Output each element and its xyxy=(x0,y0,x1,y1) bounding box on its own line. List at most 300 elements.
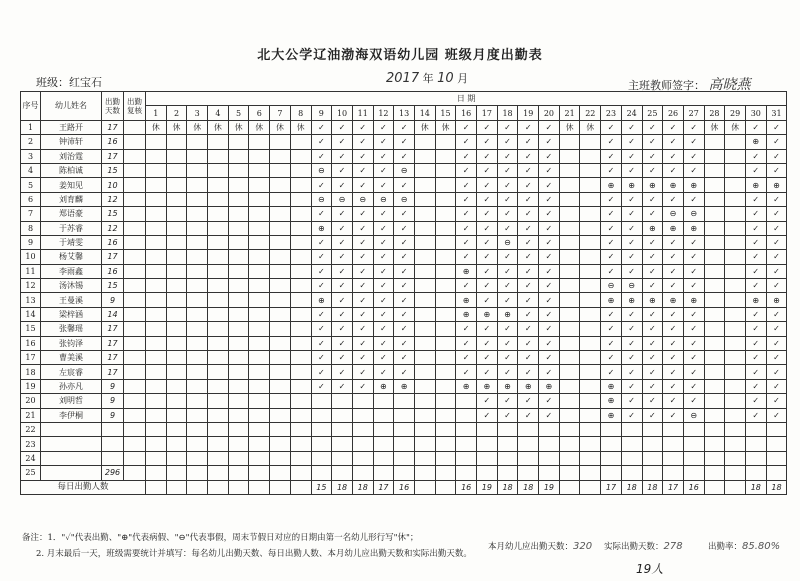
attendance-mark: ✓ xyxy=(394,221,415,235)
attendance-mark xyxy=(435,336,456,350)
attendance-mark: ✓ xyxy=(352,322,373,336)
attendance-mark: ✓ xyxy=(518,207,539,221)
attendance-mark: ✓ xyxy=(683,307,704,321)
attendance-mark xyxy=(166,365,187,379)
attendance-mark xyxy=(621,451,642,465)
attendance-mark: ⊕ xyxy=(663,178,684,192)
attendance-mark xyxy=(290,394,311,408)
attendance-mark: ✓ xyxy=(497,207,518,221)
attendance-mark xyxy=(290,408,311,422)
attendance-mark: ⊕ xyxy=(497,307,518,321)
attendance-mark xyxy=(249,264,270,278)
attendance-mark xyxy=(249,437,270,451)
attendance-mark xyxy=(166,466,187,480)
attendance-mark xyxy=(601,422,622,436)
attendance-mark: ⊖ xyxy=(683,207,704,221)
attendance-mark: ✓ xyxy=(518,221,539,235)
attendance-mark: ✓ xyxy=(352,163,373,177)
attendance-mark xyxy=(373,408,394,422)
attendance-mark xyxy=(559,322,580,336)
table-row xyxy=(21,451,787,465)
attendance-mark: ✓ xyxy=(332,207,353,221)
attendance-mark: ✓ xyxy=(539,351,560,365)
daily-total xyxy=(208,480,229,494)
attendance-mark xyxy=(146,408,167,422)
attendance-mark: 休 xyxy=(414,120,435,134)
attendance-mark: ✓ xyxy=(477,178,498,192)
attendance-mark xyxy=(580,221,601,235)
daily-total xyxy=(249,480,270,494)
attendance-mark: ✓ xyxy=(352,307,373,321)
attendance-mark xyxy=(539,466,560,480)
attendance-mark: ⊕ xyxy=(518,379,539,393)
attendance-mark xyxy=(187,293,208,307)
attendance-mark xyxy=(290,293,311,307)
attendance-mark xyxy=(187,307,208,321)
attendance-mark: ⊖ xyxy=(663,207,684,221)
attendance-mark xyxy=(725,135,746,149)
attendance-mark: ✓ xyxy=(601,135,622,149)
attendance-mark xyxy=(290,250,311,264)
child-name: 刘治霆 xyxy=(41,149,102,163)
daily-total: 18 xyxy=(518,480,539,494)
attendance-mark: ✓ xyxy=(311,379,332,393)
attendance-days: 14 xyxy=(102,307,124,321)
attendance-mark xyxy=(725,279,746,293)
attendance-mark: ✓ xyxy=(456,120,477,134)
attendance-mark: ✓ xyxy=(539,365,560,379)
attendance-mark xyxy=(497,451,518,465)
attendance-mark: ✓ xyxy=(683,149,704,163)
attendance-mark xyxy=(352,437,373,451)
attendance-mark: ✓ xyxy=(683,336,704,350)
attendance-mark xyxy=(187,408,208,422)
attendance-mark xyxy=(559,178,580,192)
attendance-mark xyxy=(166,235,187,249)
child-name: 王曼溪 xyxy=(41,293,102,307)
attendance-mark xyxy=(559,351,580,365)
day-number: 5 xyxy=(228,106,249,120)
attendance-mark xyxy=(270,422,291,436)
attendance-mark: ✓ xyxy=(766,279,787,293)
attendance-days: 296 xyxy=(102,466,124,480)
attendance-mark: ⊕ xyxy=(311,221,332,235)
attendance-review xyxy=(124,235,146,249)
attendance-mark xyxy=(435,422,456,436)
attendance-mark xyxy=(435,163,456,177)
attendance-mark: ✓ xyxy=(642,408,663,422)
attendance-mark: ⊕ xyxy=(456,307,477,321)
attendance-mark: ✓ xyxy=(539,279,560,293)
attendance-mark xyxy=(580,379,601,393)
attendance-mark xyxy=(290,437,311,451)
attendance-mark: ✓ xyxy=(332,135,353,149)
attendance-mark: ✓ xyxy=(663,322,684,336)
attendance-mark: ✓ xyxy=(373,351,394,365)
attendance-mark: ✓ xyxy=(352,250,373,264)
table-row xyxy=(21,307,787,321)
attendance-mark xyxy=(704,394,725,408)
attendance-days xyxy=(102,451,124,465)
attendance-mark xyxy=(704,351,725,365)
attendance-mark xyxy=(249,408,270,422)
attendance-mark xyxy=(725,307,746,321)
table-row xyxy=(21,163,787,177)
attendance-mark xyxy=(228,379,249,393)
attendance-review xyxy=(124,279,146,293)
child-name: 刘育麟 xyxy=(41,192,102,206)
attendance-mark xyxy=(146,293,167,307)
attendance-mark: ✓ xyxy=(456,322,477,336)
attendance-mark xyxy=(208,394,229,408)
attendance-mark: ✓ xyxy=(332,120,353,134)
attendance-mark: ✓ xyxy=(745,192,766,206)
attendance-mark xyxy=(311,451,332,465)
day-number: 7 xyxy=(270,106,291,120)
attendance-mark: 休 xyxy=(290,120,311,134)
attendance-mark: ✓ xyxy=(497,192,518,206)
attendance-mark xyxy=(539,451,560,465)
attendance-review xyxy=(124,178,146,192)
attendance-mark xyxy=(394,466,415,480)
attendance-mark xyxy=(435,135,456,149)
attendance-mark: ✓ xyxy=(621,351,642,365)
attendance-mark xyxy=(249,135,270,149)
sheet-title: 北大公学辽油渤海双语幼儿园 班级月度出勤表 xyxy=(257,48,543,63)
attendance-mark: ✓ xyxy=(311,149,332,163)
attendance-mark xyxy=(580,279,601,293)
daily-total: 18 xyxy=(642,480,663,494)
child-name: 杨艾馨 xyxy=(41,250,102,264)
attendance-mark: ✓ xyxy=(766,192,787,206)
attendance-mark: ✓ xyxy=(456,149,477,163)
attendance-mark: ⊕ xyxy=(373,379,394,393)
attendance-mark: ✓ xyxy=(539,336,560,350)
attendance-mark xyxy=(166,279,187,293)
daily-total: 16 xyxy=(683,480,704,494)
daily-total: 15 xyxy=(311,480,332,494)
attendance-mark xyxy=(435,379,456,393)
attendance-mark xyxy=(704,149,725,163)
attendance-mark: ✓ xyxy=(332,221,353,235)
daily-total xyxy=(580,480,601,494)
attendance-mark: ✓ xyxy=(745,279,766,293)
attendance-mark xyxy=(580,365,601,379)
attendance-mark: ✓ xyxy=(683,163,704,177)
daily-total: 18 xyxy=(352,480,373,494)
attendance-mark xyxy=(414,293,435,307)
attendance-mark: ✓ xyxy=(332,250,353,264)
attendance-mark: ✓ xyxy=(745,163,766,177)
attendance-mark: ✓ xyxy=(332,178,353,192)
attendance-mark: ✓ xyxy=(518,322,539,336)
attendance-mark: ✓ xyxy=(642,365,663,379)
attendance-mark xyxy=(435,408,456,422)
attendance-mark: ✓ xyxy=(477,322,498,336)
attendance-mark xyxy=(228,135,249,149)
attendance-mark xyxy=(187,264,208,278)
attendance-mark xyxy=(228,437,249,451)
attendance-mark: ⊖ xyxy=(601,279,622,293)
attendance-mark: ✓ xyxy=(394,293,415,307)
attendance-mark: ✓ xyxy=(332,336,353,350)
attendance-mark xyxy=(559,293,580,307)
day-number: 16 xyxy=(456,106,477,120)
attendance-mark: ✓ xyxy=(332,307,353,321)
attendance-mark: ✓ xyxy=(663,149,684,163)
attendance-mark xyxy=(249,336,270,350)
attendance-mark: ✓ xyxy=(456,207,477,221)
attendance-mark xyxy=(373,437,394,451)
attendance-mark: ✓ xyxy=(332,351,353,365)
attendance-mark: ✓ xyxy=(745,394,766,408)
attendance-mark xyxy=(559,437,580,451)
child-name: 左宸睿 xyxy=(41,365,102,379)
attendance-mark: ✓ xyxy=(352,207,373,221)
attendance-mark xyxy=(704,250,725,264)
attendance-mark xyxy=(373,394,394,408)
attendance-mark xyxy=(414,394,435,408)
attendance-mark xyxy=(270,135,291,149)
attendance-mark xyxy=(580,466,601,480)
attendance-mark xyxy=(518,422,539,436)
attendance-mark: ✓ xyxy=(621,394,642,408)
daily-total: 16 xyxy=(456,480,477,494)
attendance-mark: ⊕ xyxy=(745,178,766,192)
attendance-mark: ✓ xyxy=(621,163,642,177)
attendance-mark: ⊕ xyxy=(663,293,684,307)
table-row xyxy=(21,221,787,235)
attendance-mark xyxy=(249,394,270,408)
attendance-mark xyxy=(187,279,208,293)
attendance-mark: ✓ xyxy=(373,250,394,264)
actual-days xyxy=(604,540,683,552)
attendance-review xyxy=(124,365,146,379)
attendance-mark xyxy=(249,351,270,365)
attendance-mark xyxy=(332,437,353,451)
attendance-mark xyxy=(435,451,456,465)
note-line-2: 2. 月末最后一天，班级需要统计并填写：每名幼儿出勤天数、每日出勤人数、本月幼儿应出勤天数和实际出勤天数。 xyxy=(36,549,472,559)
attendance-mark xyxy=(208,192,229,206)
row-seq: 1 xyxy=(21,120,41,134)
attendance-mark: ✓ xyxy=(477,293,498,307)
year-suffix: 年 xyxy=(422,72,434,85)
attendance-mark: ✓ xyxy=(683,365,704,379)
attendance-mark xyxy=(704,365,725,379)
attendance-mark: ✓ xyxy=(477,351,498,365)
actual-label: 实际出勤天数： xyxy=(604,542,664,552)
attendance-mark: ✓ xyxy=(621,307,642,321)
attendance-mark: ⊖ xyxy=(332,192,353,206)
attendance-mark xyxy=(559,466,580,480)
day-number: 21 xyxy=(559,106,580,120)
attendance-mark: ⊖ xyxy=(683,408,704,422)
attendance-mark: ✓ xyxy=(477,394,498,408)
row-seq: 9 xyxy=(21,235,41,249)
attendance-mark xyxy=(725,192,746,206)
attendance-mark xyxy=(166,149,187,163)
attendance-mark: ✓ xyxy=(642,336,663,350)
attendance-mark: ✓ xyxy=(745,336,766,350)
attendance-mark xyxy=(146,163,167,177)
attendance-mark: ✓ xyxy=(332,379,353,393)
attendance-mark: ✓ xyxy=(497,149,518,163)
attendance-mark: ✓ xyxy=(518,336,539,350)
attendance-mark xyxy=(601,451,622,465)
attendance-mark: ✓ xyxy=(518,250,539,264)
attendance-mark xyxy=(725,408,746,422)
attendance-mark: ⊖ xyxy=(373,192,394,206)
attendance-mark xyxy=(414,264,435,278)
attendance-mark xyxy=(580,408,601,422)
attendance-mark: ✓ xyxy=(601,163,622,177)
header-review: 出勤复核 xyxy=(124,92,146,121)
day-number: 12 xyxy=(373,106,394,120)
attendance-mark xyxy=(290,264,311,278)
attendance-mark xyxy=(435,250,456,264)
attendance-days: 17 xyxy=(102,336,124,350)
attendance-mark xyxy=(601,466,622,480)
attendance-mark xyxy=(725,264,746,278)
attendance-mark: ✓ xyxy=(352,293,373,307)
attendance-mark xyxy=(228,408,249,422)
attendance-mark xyxy=(290,466,311,480)
header-name: 幼儿姓名 xyxy=(41,92,102,121)
teacher-label: 主班教师签字： xyxy=(628,79,705,92)
attendance-days: 16 xyxy=(102,135,124,149)
attendance-mark xyxy=(435,178,456,192)
row-seq: 7 xyxy=(21,207,41,221)
day-number: 3 xyxy=(187,106,208,120)
attendance-mark xyxy=(187,250,208,264)
attendance-mark: ✓ xyxy=(745,322,766,336)
attendance-mark xyxy=(290,221,311,235)
attendance-mark xyxy=(146,451,167,465)
daily-total: 18 xyxy=(621,480,642,494)
attendance-mark xyxy=(208,149,229,163)
row-seq: 10 xyxy=(21,250,41,264)
attendance-mark xyxy=(228,451,249,465)
child-name: 曹美溪 xyxy=(41,351,102,365)
attendance-mark xyxy=(290,422,311,436)
attendance-mark: ✓ xyxy=(332,365,353,379)
attendance-mark: ✓ xyxy=(663,408,684,422)
table-row xyxy=(21,207,787,221)
attendance-mark xyxy=(435,279,456,293)
row-seq: 6 xyxy=(21,192,41,206)
attendance-review xyxy=(124,379,146,393)
expected-value: 320 xyxy=(573,541,593,552)
table-row xyxy=(21,279,787,293)
attendance-mark xyxy=(208,307,229,321)
attendance-mark: ✓ xyxy=(332,264,353,278)
attendance-mark: ✓ xyxy=(456,351,477,365)
attendance-mark: ✓ xyxy=(332,279,353,293)
attendance-days: 16 xyxy=(102,264,124,278)
attendance-mark xyxy=(394,394,415,408)
child-name: 汤沐锡 xyxy=(41,279,102,293)
attendance-mark xyxy=(146,422,167,436)
attendance-mark: ✓ xyxy=(311,279,332,293)
attendance-mark: ✓ xyxy=(683,379,704,393)
attendance-mark: ✓ xyxy=(601,192,622,206)
attendance-mark xyxy=(187,192,208,206)
attendance-mark: ✓ xyxy=(497,135,518,149)
attendance-mark: ✓ xyxy=(766,149,787,163)
attendance-mark: ✓ xyxy=(683,322,704,336)
attendance-mark xyxy=(270,163,291,177)
attendance-mark: 休 xyxy=(435,120,456,134)
attendance-mark: ✓ xyxy=(373,293,394,307)
attendance-mark xyxy=(249,149,270,163)
attendance-mark xyxy=(290,322,311,336)
daily-total: 17 xyxy=(601,480,622,494)
child-name: 王路开 xyxy=(41,120,102,134)
attendance-mark: 休 xyxy=(270,120,291,134)
attendance-mark: ✓ xyxy=(497,394,518,408)
attendance-mark: ✓ xyxy=(518,135,539,149)
attendance-mark: ✓ xyxy=(332,235,353,249)
row-seq: 25 xyxy=(21,466,41,480)
attendance-mark: ⊕ xyxy=(642,293,663,307)
day-number: 6 xyxy=(249,106,270,120)
day-number: 27 xyxy=(683,106,704,120)
attendance-mark: ⊖ xyxy=(311,192,332,206)
attendance-mark: ✓ xyxy=(621,120,642,134)
table-row xyxy=(21,264,787,278)
attendance-mark xyxy=(146,207,167,221)
attendance-days: 16 xyxy=(102,235,124,249)
attendance-mark: ⊕ xyxy=(745,293,766,307)
attendance-mark xyxy=(187,149,208,163)
attendance-mark xyxy=(580,264,601,278)
attendance-mark: ✓ xyxy=(621,207,642,221)
attendance-review xyxy=(124,466,146,480)
attendance-mark: ✓ xyxy=(497,279,518,293)
attendance-mark: ✓ xyxy=(601,235,622,249)
day-number: 17 xyxy=(477,106,498,120)
attendance-mark xyxy=(580,178,601,192)
daily-total: 16 xyxy=(394,480,415,494)
attendance-mark xyxy=(683,466,704,480)
attendance-mark xyxy=(311,422,332,436)
attendance-mark xyxy=(642,437,663,451)
attendance-mark xyxy=(249,163,270,177)
attendance-mark: ✓ xyxy=(352,135,373,149)
attendance-review xyxy=(124,221,146,235)
attendance-mark: ✓ xyxy=(497,293,518,307)
attendance-mark xyxy=(166,192,187,206)
attendance-mark: ⊕ xyxy=(601,394,622,408)
attendance-mark: ✓ xyxy=(539,235,560,249)
attendance-mark: ✓ xyxy=(745,264,766,278)
attendance-mark xyxy=(414,235,435,249)
attendance-mark: ✓ xyxy=(477,365,498,379)
attendance-mark: ✓ xyxy=(539,178,560,192)
attendance-mark xyxy=(518,466,539,480)
attendance-mark: ✓ xyxy=(394,250,415,264)
attendance-review xyxy=(124,351,146,365)
attendance-review xyxy=(124,408,146,422)
attendance-mark xyxy=(559,192,580,206)
attendance-days: 10 xyxy=(102,178,124,192)
attendance-mark xyxy=(580,351,601,365)
attendance-review xyxy=(124,451,146,465)
attendance-mark xyxy=(745,437,766,451)
attendance-mark xyxy=(663,437,684,451)
attendance-mark xyxy=(456,437,477,451)
attendance-mark xyxy=(208,422,229,436)
